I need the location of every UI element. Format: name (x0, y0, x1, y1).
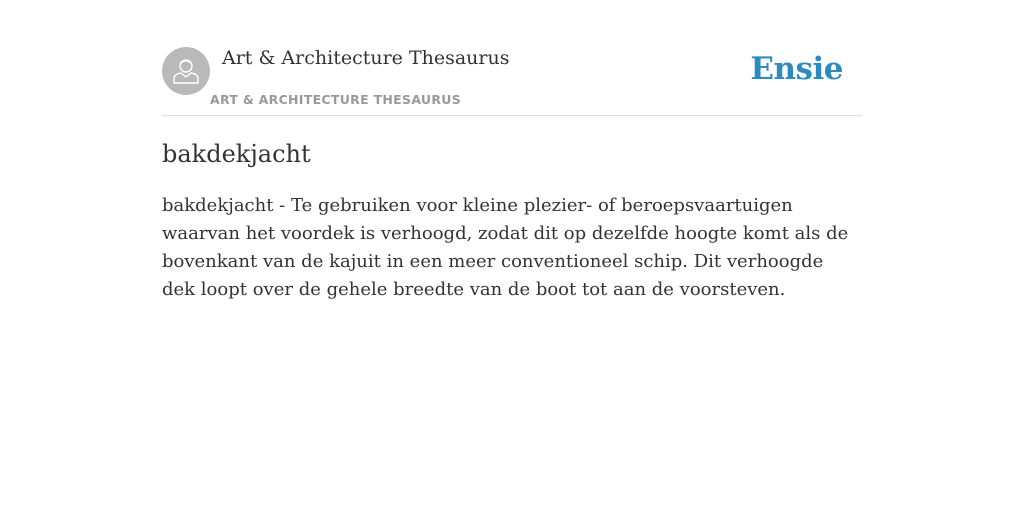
entry-definition: bakdekjacht - Te gebruiken voor kleine plezier- of beroepsvaartuigen waarvan het voordek is verhoogd, zodat dit op dezelfde hoogte komt als de bovenkant van de kajuit in een meer conventioneel schip. Dit verhoogde dek loopt over de gehele breedte van de boot tot aan de voorsteven. (162, 195, 849, 300)
user-placeholder-icon (171, 56, 201, 86)
source-label[interactable]: ART & ARCHITECTURE THESAURUS (210, 92, 462, 107)
author-avatar[interactable] (162, 47, 210, 95)
entry-card (162, 0, 862, 300)
author-name[interactable]: Art & Architecture Thesaurus (222, 47, 510, 69)
entry-header (162, 0, 862, 116)
entry-term: bakdekjacht (162, 140, 311, 168)
ensie-logo-link[interactable]: Ensie (750, 51, 843, 87)
